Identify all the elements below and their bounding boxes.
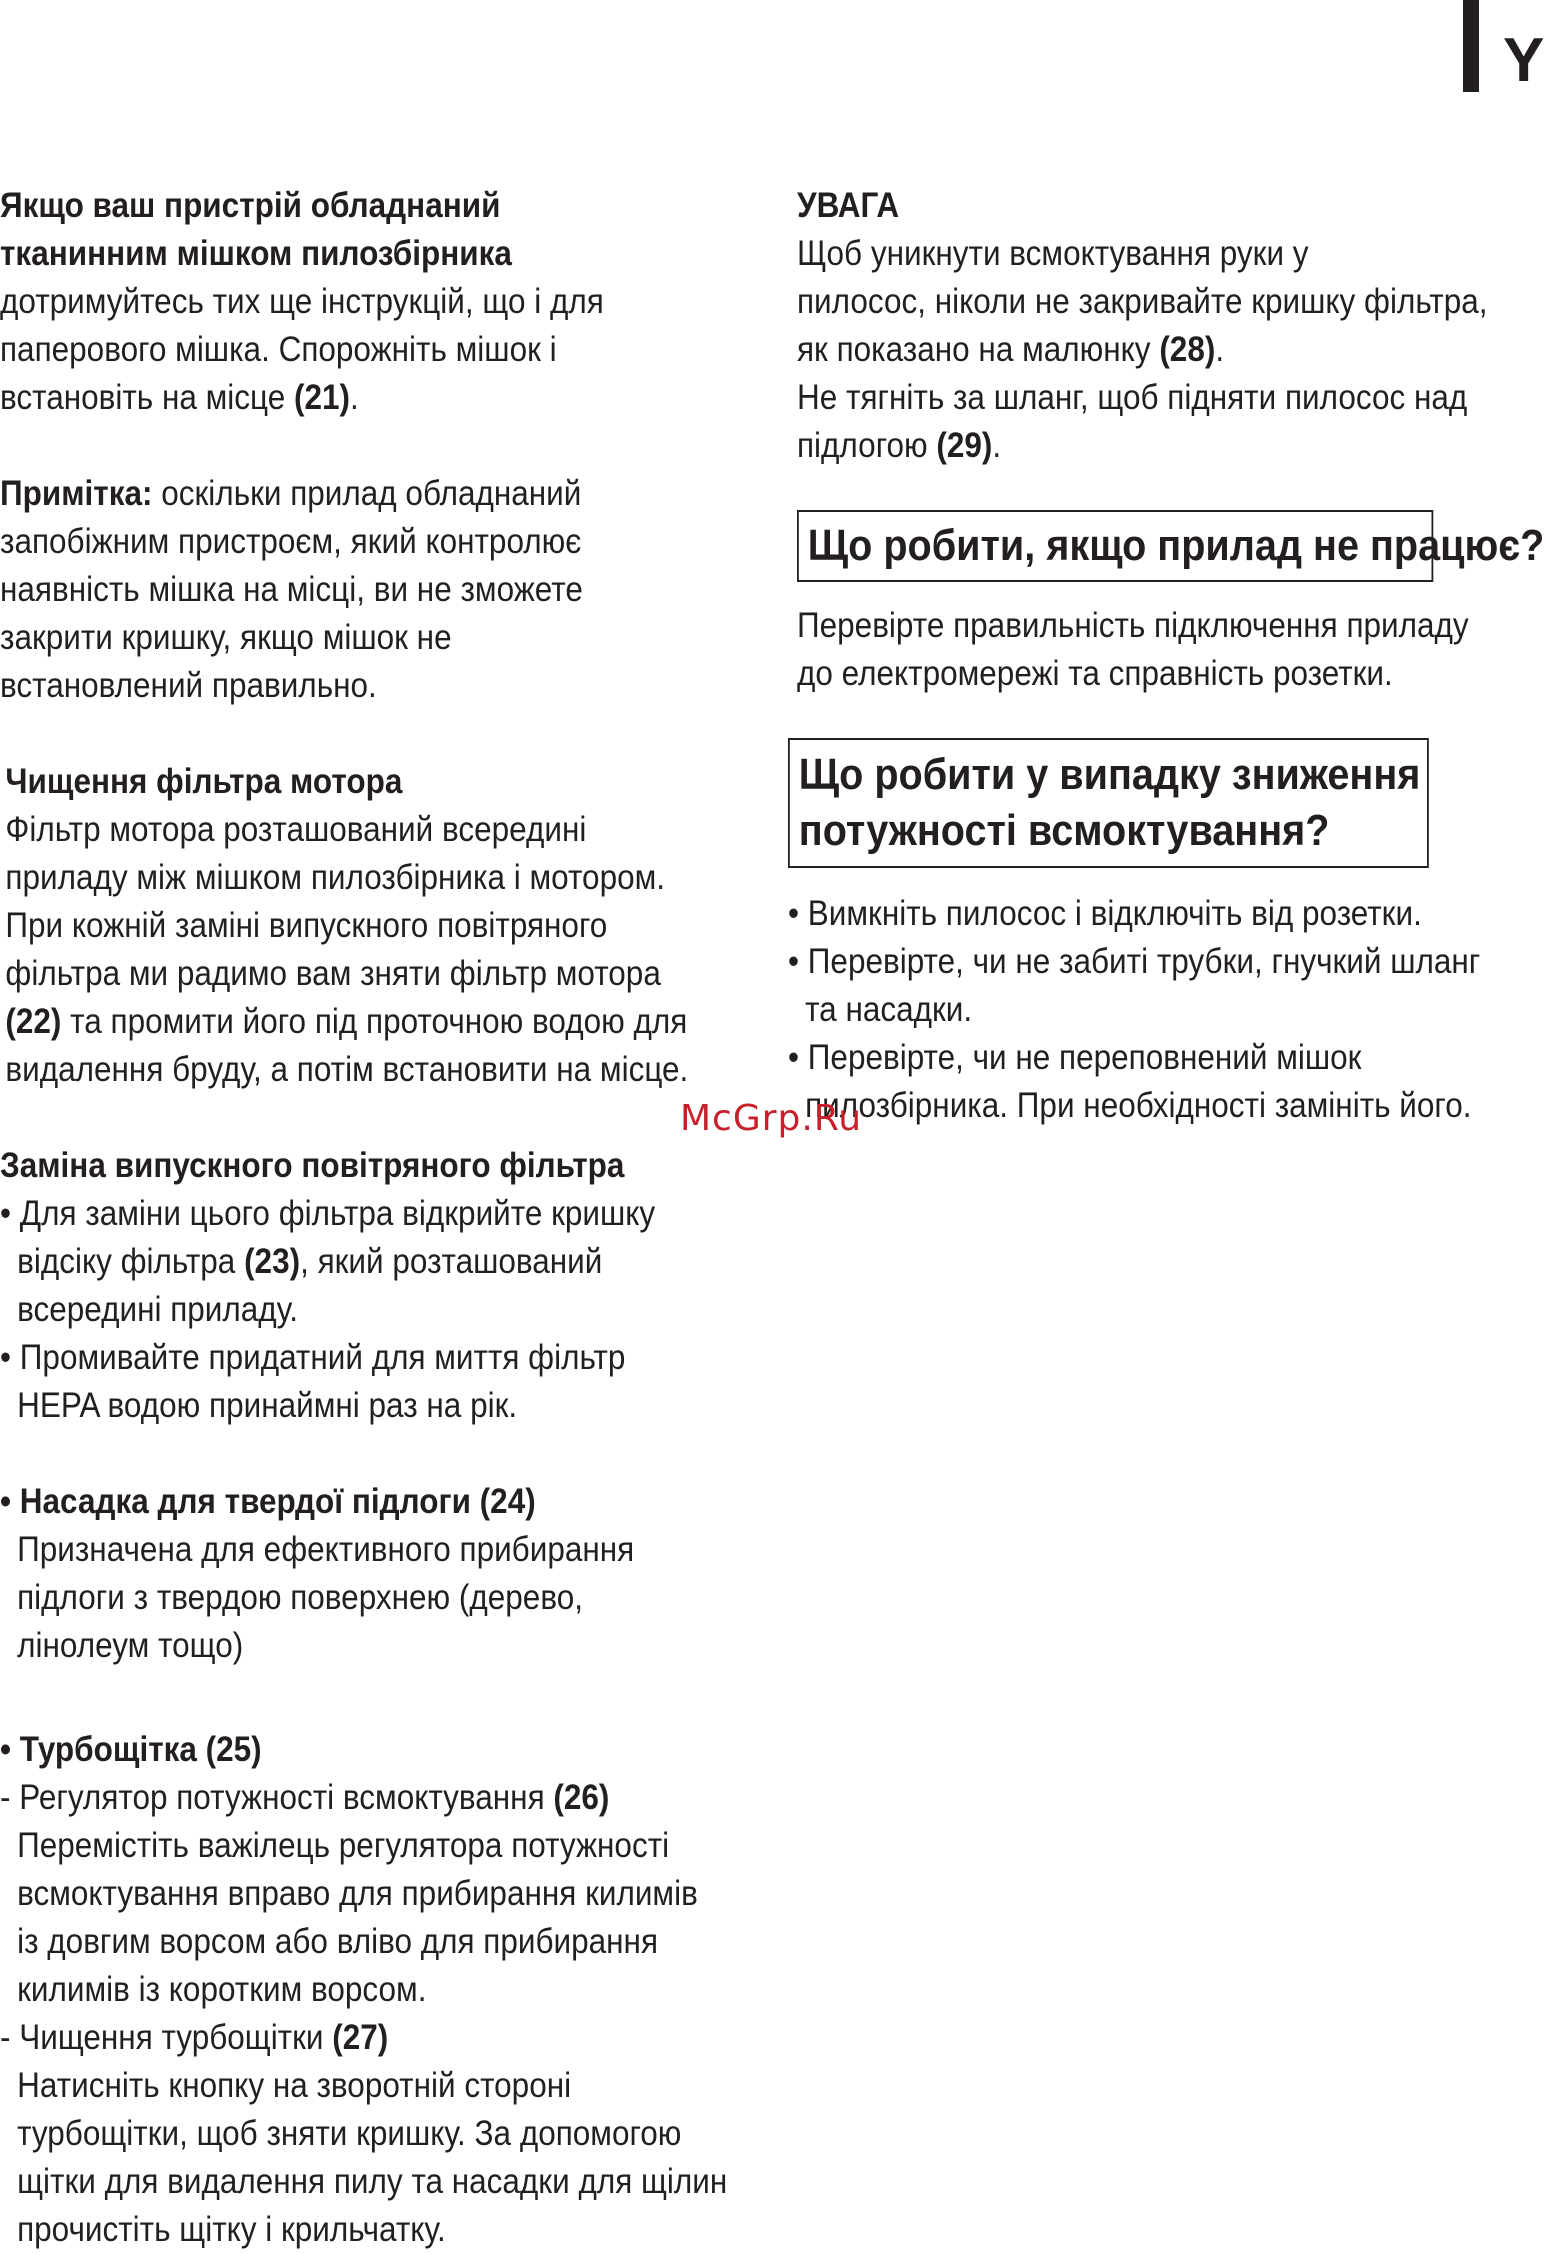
- cloth-bag-line-3-text: встановіть на місце: [0, 378, 294, 417]
- warning-line-5: [797, 422, 1490, 470]
- turbo-sub-2-line-3: щітки для видалення пилу та насадки для щілин: [17, 2162, 728, 2201]
- low-suction-bullet-2-line-1: • Перевірте, чи не забиті трубки, гнучкий шланг: [788, 942, 1481, 981]
- hard-floor-line-3: лінолеум тощо): [17, 1626, 244, 1665]
- cloth-bag-line-3: [0, 374, 720, 422]
- cloth-bag-line-2: паперового мішка. Спорожніть мішок і: [0, 330, 557, 369]
- cloth-bag-section: [0, 182, 720, 422]
- exhaust-filter-heading: Заміна випускного повітряного фільтра: [0, 1146, 625, 1185]
- low-suction-title: [788, 738, 1429, 868]
- exhaust-bullet-1-post: , який розташований: [300, 1242, 603, 1281]
- exhaust-bullet-1-line-2: [0, 1238, 720, 1286]
- turbo-brush-section: [0, 1726, 728, 2254]
- figure-ref-28: (28): [1159, 330, 1216, 369]
- warning-line-4: Не тягніть за шланг, щоб підняти пилосос над: [797, 378, 1468, 417]
- figure-ref-21: (21): [293, 378, 351, 417]
- warning-line-2: пилосос, ніколи не закривайте кришку фільтра,: [797, 282, 1488, 321]
- warning-line-3-end: .: [1215, 330, 1225, 369]
- note-line-5: встановлений правильно.: [0, 666, 377, 705]
- left-column: [0, 182, 728, 2254]
- low-suction-title-line-1: Що робити у випадку зниження: [798, 750, 1421, 799]
- not-working-line-1: Перевірте правильність підключення приладу: [797, 606, 1469, 645]
- watermark-text: McGrp.Ru: [680, 1098, 863, 1139]
- turbo-sub-2-line-4: прочистіть щітку і крильчатку.: [17, 2210, 446, 2249]
- hard-floor-heading: • Насадка для твердої підлоги (24): [0, 1482, 536, 1521]
- note-line-1: [0, 470, 720, 518]
- warning-line-1: Щоб уникнути всмоктування руки у: [797, 234, 1309, 273]
- motor-filter-section: [0, 758, 720, 1094]
- turbo-sub-2-title: [0, 2014, 720, 2062]
- low-suction-bullet-3-line-1: • Перевірте, чи не переповнений мішок: [788, 1038, 1362, 1077]
- exhaust-bullet-1-pre: відсіку фільтра: [17, 1242, 245, 1281]
- cloth-bag-heading-2: тканинним мішком пилозбірника: [0, 234, 512, 273]
- warning-line-3-text: як показано на малюнку: [797, 330, 1160, 369]
- turbo-brush-heading: • Турбощітка (25): [0, 1730, 262, 1769]
- figure-ref-29: (29): [936, 426, 993, 465]
- figure-ref-27: (27): [332, 2018, 389, 2057]
- motor-filter-heading: Чищення фільтра мотора: [5, 762, 403, 801]
- hard-floor-line-2: підлоги з твердою поверхнею (дерево,: [17, 1578, 583, 1617]
- hard-floor-section: [0, 1478, 720, 1670]
- low-suction-bullet-2-line-2: та насадки.: [805, 990, 973, 1029]
- turbo-sub-1-line-3: із довгим ворсом або вліво для прибирання: [17, 1922, 659, 1961]
- low-suction-bullet-3-line-2: пилозбірника. При необхідності замініть його.: [805, 1086, 1472, 1125]
- page-tab-bar: [1463, 0, 1479, 92]
- figure-ref-26: (26): [553, 1778, 610, 1817]
- page-tab-letter: Y: [1503, 26, 1545, 95]
- exhaust-bullet-1-line-1: • Для заміни цього фільтра відкрийте кришку: [0, 1194, 656, 1233]
- low-suction-section: [788, 738, 1490, 1130]
- motor-filter-line-2: приладу між мішком пилозбірника і мотором.: [5, 858, 666, 897]
- warning-heading: УВАГА: [797, 186, 900, 225]
- figure-ref-23: (23): [244, 1242, 301, 1281]
- low-suction-bullet-1: • Вимкніть пилосос і відключіть від розетки.: [788, 894, 1422, 933]
- exhaust-bullet-1-line-3: всередині приладу.: [17, 1290, 299, 1329]
- right-column: [788, 182, 1545, 1130]
- turbo-sub-2-line-2: турбощітки, щоб зняти кришку. За допомогою: [17, 2114, 682, 2153]
- cloth-bag-line-1: дотримуйтесь тих ще інструкцій, що і для: [0, 282, 604, 321]
- turbo-sub-1-line-2: всмоктування вправо для прибирання килимів: [17, 1874, 698, 1913]
- cloth-bag-heading-1: Якщо ваш пристрій обладнаний: [0, 186, 501, 225]
- warning-section: [797, 182, 1490, 470]
- low-suction-title-line-2: потужності всмоктування?: [798, 806, 1330, 855]
- note-line-1-text: оскільки прилад обладнаний: [152, 474, 582, 513]
- turbo-sub-2-title-text: - Чищення турбощітки: [0, 2018, 333, 2057]
- motor-filter-line-5: [5, 998, 720, 1046]
- note-label: Примітка:: [0, 474, 153, 513]
- hard-floor-line-1: Призначена для ефективного прибирання: [17, 1530, 635, 1569]
- exhaust-bullet-2-line-2: HEPA водою принаймні раз на рік.: [17, 1386, 518, 1425]
- motor-filter-line-6: видалення бруду, а потім встановити на місце.: [5, 1050, 689, 1089]
- turbo-sub-1-line-4: килимів із коротким ворсом.: [17, 1970, 427, 2009]
- warning-line-3: [797, 326, 1490, 374]
- note-section: [0, 470, 720, 710]
- turbo-sub-1-line-1: Перемістіть важілець регулятора потужності: [17, 1826, 670, 1865]
- motor-filter-line-3: При кожній заміні випускного повітряного: [5, 906, 608, 945]
- exhaust-filter-section: [0, 1142, 720, 1430]
- motor-filter-line-1: Фільтр мотора розташований всередині: [5, 810, 587, 849]
- warning-line-5-end: .: [992, 426, 1002, 465]
- note-line-3: наявність мішка на місці, ви не зможете: [0, 570, 583, 609]
- low-suction-list: [788, 890, 1490, 1130]
- figure-ref-22: (22): [5, 1002, 62, 1041]
- motor-filter-line-4: фільтра ми радимо вам зняти фільтр мотора: [5, 954, 661, 993]
- motor-filter-line-5-text: та промити його під проточною водою для: [61, 1002, 688, 1041]
- not-working-line-2: до електромережі та справність розетки.: [797, 654, 1393, 693]
- note-line-2: запобіжним пристроєм, який контролює: [0, 522, 582, 561]
- warning-line-5-text: підлогою: [797, 426, 937, 465]
- turbo-sub-1-title: [0, 1774, 720, 1822]
- turbo-sub-1-title-text: - Регулятор потужності всмоктування: [0, 1778, 554, 1817]
- exhaust-bullet-2-line-1: • Промивайте придатний для миття фільтр: [0, 1338, 626, 1377]
- note-line-4: закрити кришку, якщо мішок не: [0, 618, 452, 657]
- turbo-sub-2-line-1: Натисніть кнопку на зворотній стороні: [17, 2066, 572, 2105]
- cloth-bag-end: .: [350, 378, 359, 417]
- not-working-title: Що робити, якщо прилад не працює?: [797, 510, 1433, 582]
- not-working-section: [797, 510, 1545, 698]
